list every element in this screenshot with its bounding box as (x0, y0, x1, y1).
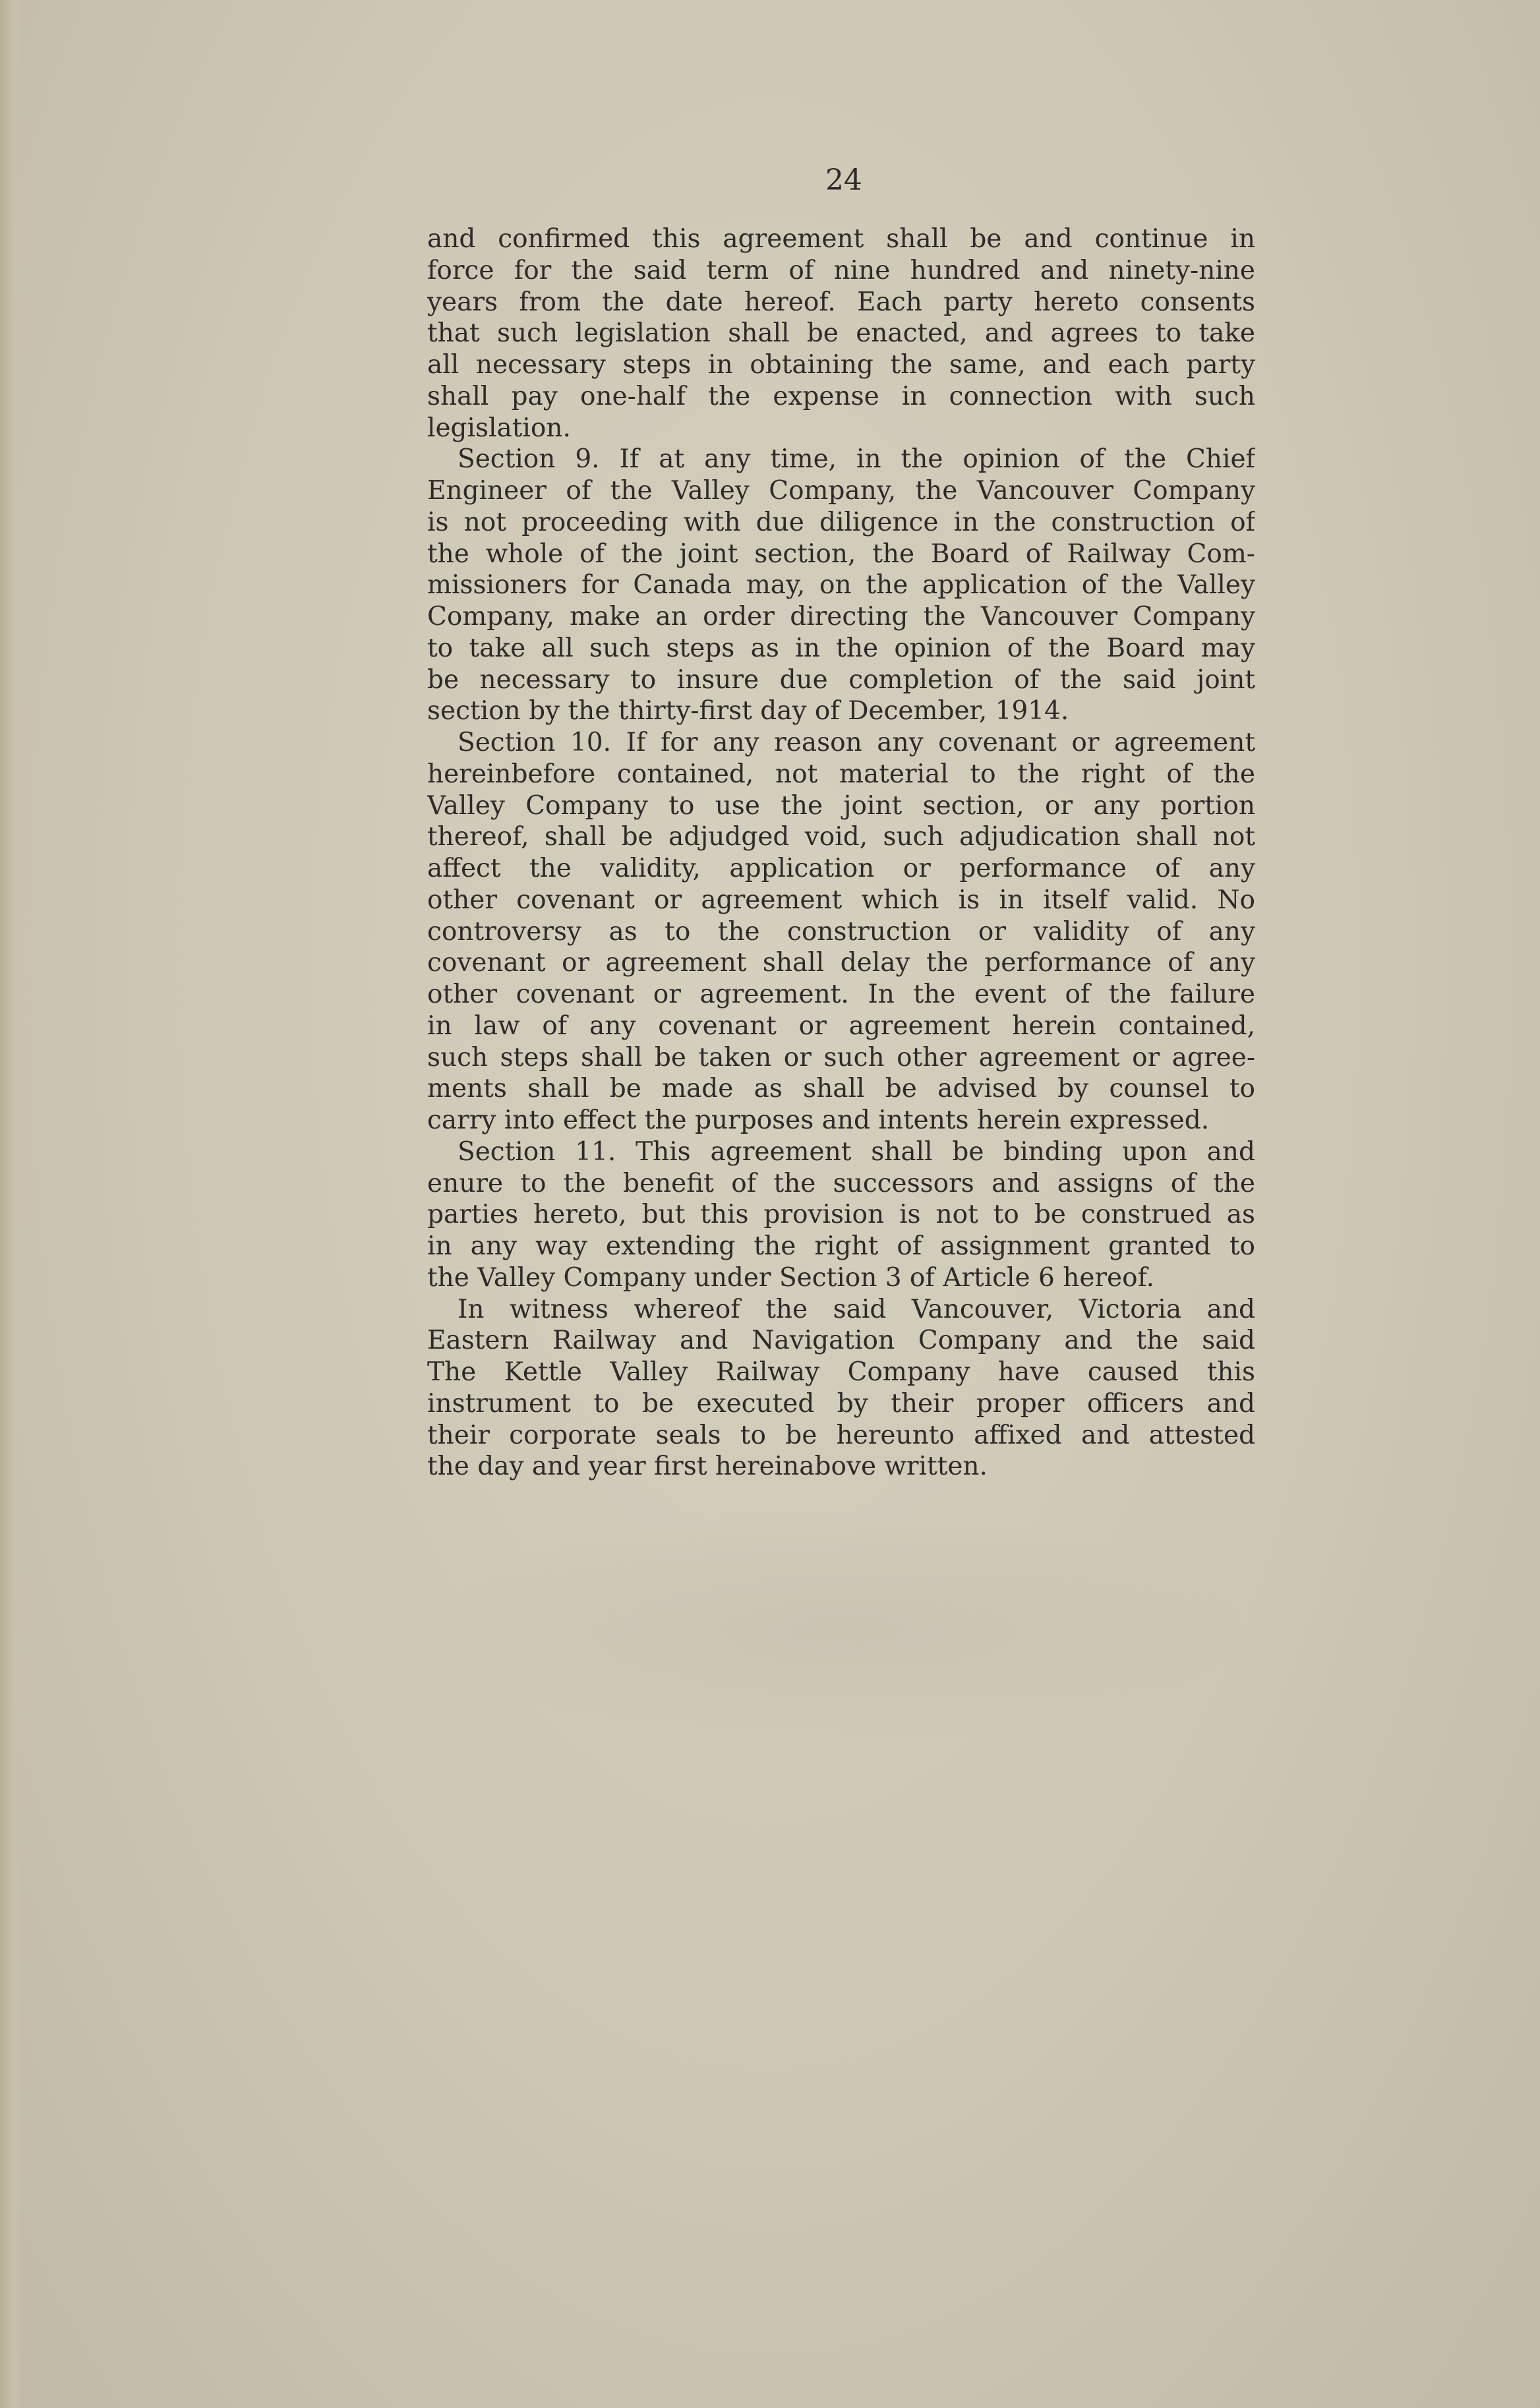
page-number: 24 (825, 163, 862, 197)
paragraph (427, 444, 1255, 727)
text-line: such steps shall be taken or such other agreement or agree- (427, 1042, 1255, 1072)
text-line: other covenant or agreement. In the event of the failure (427, 980, 1255, 1009)
text-line: Section 11. This agreement shall be binding upon and (458, 1136, 1255, 1167)
text-line: to take all such steps as in the opinion of the Board may (427, 633, 1255, 663)
text-line: Engineer of the Valley Company, the Vancouver Company (427, 476, 1255, 506)
text-line: missioners for Canada may, on the application of the Valley (427, 570, 1255, 601)
text-line: other covenant or agreement which is in itself valid. No (427, 885, 1255, 915)
show-through-shadow (415, 1510, 1259, 1747)
text-line: the day and year first hereinabove written. (427, 1452, 988, 1482)
text-line: carry into effect the purposes and intents herein expressed. (427, 1105, 1210, 1135)
text-line: enure to the benefit of the successors and assigns of the (427, 1168, 1255, 1198)
text-line: Valley Company to use the joint section, or any portion (427, 790, 1255, 821)
text-line: legislation. (427, 413, 571, 443)
text-line: Section 9. If at any time, in the opinion of the Chief (458, 444, 1255, 475)
text-line: the whole of the joint section, the Board of Railway Com- (427, 539, 1255, 569)
text-line: affect the validity, application or performance of any (427, 854, 1255, 883)
text-line: controversy as to the construction or validity of any (427, 916, 1255, 947)
text-line: In witness whereof the said Vancouver, Victoria and (458, 1294, 1255, 1324)
text-line: thereof, shall be adjudged void, such adjudication shall not (427, 822, 1255, 852)
page-edge (0, 0, 22, 2408)
text-line: parties hereto, but this provision is not to be construed as (427, 1200, 1255, 1230)
text-line: the Valley Company under Section 3 of Article 6 hereof. (427, 1262, 1155, 1293)
paragraph (427, 727, 1255, 1136)
text-line: that such legislation shall be enacted, and agrees to take (427, 318, 1255, 349)
text-line: Company, make an order directing the Vancouver Company (427, 602, 1255, 631)
text-line: in any way extending the right of assignment granted to (427, 1231, 1255, 1261)
text-line: years from the date hereof. Each party hereto consents (427, 287, 1255, 317)
text-line: and confirmed this agreement shall be and continue in (427, 224, 1255, 254)
text-line: shall pay one-half the expense in connection with such (427, 381, 1255, 411)
text-line: section by the thirty-first day of December, 1914. (427, 696, 1069, 726)
text-line: covenant or agreement shall delay the performance of any (427, 948, 1255, 978)
text-line: instrument to be executed by their proper officers and (427, 1388, 1255, 1419)
text-line: force for the said term of nine hundred and ninety-nine (427, 255, 1255, 285)
text-line: Eastern Railway and Navigation Company and the said (427, 1326, 1255, 1356)
text-line: in law of any covenant or agreement herein contained, (427, 1011, 1255, 1041)
text-line: ments shall be made as shall be advised by counsel to (427, 1074, 1255, 1104)
text-line: all necessary steps in obtaining the same, and each party (427, 350, 1255, 380)
text-line: Section 10. If for any reason any covenant or agreement (458, 728, 1255, 757)
text-line: is not proceeding with due diligence in the construction of (427, 507, 1255, 537)
paragraph (427, 1294, 1255, 1483)
body-text (427, 223, 1255, 1483)
paragraph (427, 1136, 1255, 1294)
text-line: hereinbefore contained, not material to the right of the (427, 759, 1255, 789)
text-line: The Kettle Valley Railway Company have caused this (427, 1357, 1255, 1387)
text-line: be necessary to insure due completion of the said joint (427, 664, 1255, 695)
paragraph (427, 223, 1255, 444)
text-line: their corporate seals to be hereunto affixed and attested (427, 1420, 1255, 1450)
